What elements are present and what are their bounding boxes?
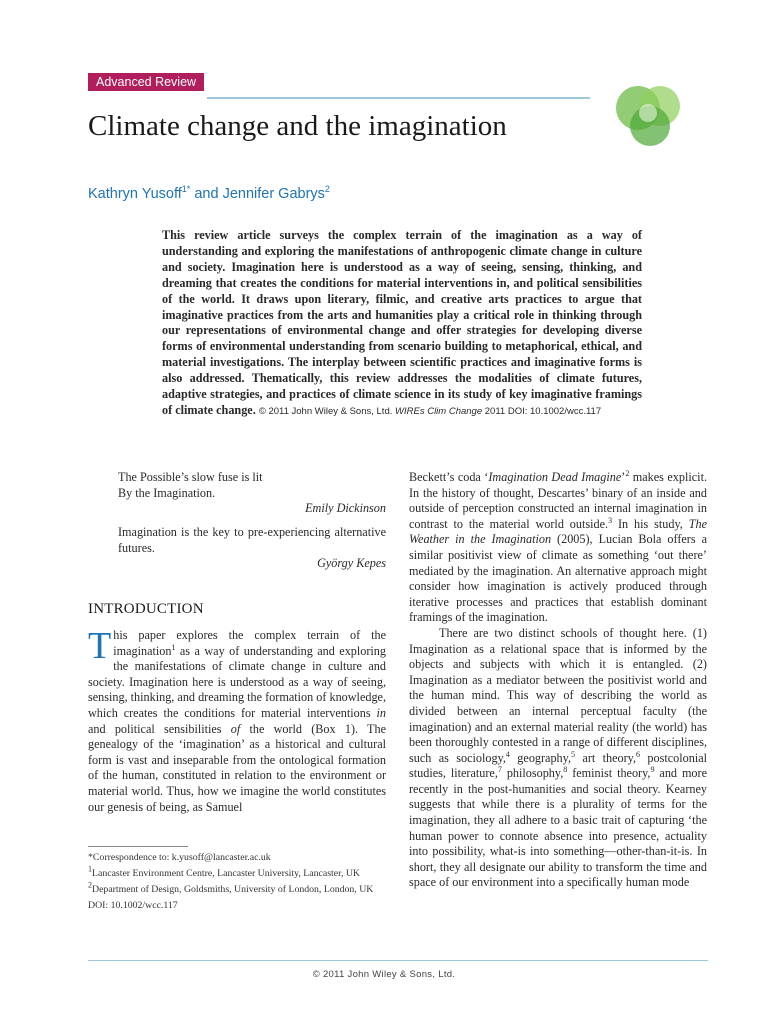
abstract-body: This review article surveys the complex terrain of the imagination as a way of understanding and exploring the manifestations of anthropogenic climate change in culture and society. Imagination here is understood as a way of seeing, sensing, thinking, and dreaming that creates the conditions for material interventions in, and political sensibilities of the world. It draws upon literary, filmic, and creative arts practices to argue that imaginative practices from the arts and humanities play a critical role in thinking through our representations of environmental change and offer strategies for developing diverse forms of environmental understanding from scenario building to metaphorical, ethical, and material investigations. The interplay between scientific practices and imaginative forms is also addressed. Thematically, this review addresses the modalities of climate futures, adaptive strategies, and practices of climate science in its study of key imaginative framings of climate change. xyxy=(162,228,642,417)
overlapping-circles-icon xyxy=(604,80,694,150)
epigraph-dickinson xyxy=(118,470,386,517)
citation-doi[interactable]: 2011 DOI: 10.1002/wcc.117 xyxy=(484,405,602,417)
affiliation-mark: 2 xyxy=(88,880,92,890)
section-badge: Advanced Review xyxy=(88,73,204,91)
abstract-citation xyxy=(259,406,601,417)
affiliation-1 xyxy=(88,864,386,880)
affiliation-text: Department of Design, Goldsmiths, University of London, London, UK xyxy=(92,884,374,895)
doi-note[interactable]: DOI: 10.1002/wcc.117 xyxy=(88,900,178,911)
footnote-ref[interactable]: 4 xyxy=(505,749,510,759)
article-title: Climate change and the imagination xyxy=(88,110,507,142)
intro-text: his paper explores the complex terrain of the imagination xyxy=(113,628,386,658)
citation-copyright: © 2011 John Wiley & Sons, Ltd. xyxy=(258,405,393,417)
affiliation-2 xyxy=(88,880,386,896)
affiliation-mark: 1 xyxy=(88,864,92,874)
header-rule xyxy=(207,97,590,99)
paragraph: Beckett’s coda ‘Imagination Dead Imagine’$^2$ makes explicit. In the history of thought, Descartes’ binary of an inside and outside of perception constructed an internal imagination in contrast to the material world outside.$^3$ In his study, The Weather in the Imagination (2005), Lucian Bola offers a similar positivist view of climate as something ‘out there’ mediated by the imagination. An alternative approach might consider how imagination is actively produced through iterative processes and practices that establish dominant framings of the imagination. xyxy=(409,468,708,625)
body-right-column xyxy=(409,470,707,891)
footnote-ref[interactable]: 9 xyxy=(650,765,655,775)
section-heading: INTRODUCTION xyxy=(88,601,204,617)
intro-emphasis: of xyxy=(230,721,241,736)
abstract xyxy=(162,228,642,420)
footnote-ref[interactable]: 6 xyxy=(636,749,641,759)
drop-cap: T xyxy=(88,625,112,667)
epigraph-line: The Possible’s slow fuse is lit xyxy=(118,470,263,484)
author-join: and xyxy=(190,186,223,202)
author-line xyxy=(88,186,330,202)
epigraph-author: György Kepes xyxy=(317,556,386,571)
affiliation-text: Lancaster Environment Centre, Lancaster University, Lancaster, UK xyxy=(92,868,361,879)
footnote-ref[interactable]: 8 xyxy=(563,765,568,775)
epigraph-text: Imagination is the key to pre-experiencing alternative futures. xyxy=(118,525,386,555)
footnotes xyxy=(88,852,386,912)
footnote-ref[interactable]: 3 xyxy=(608,515,613,525)
author-2[interactable]: Jennifer Gabrys xyxy=(222,186,325,202)
epigraph-author: Emily Dickinson xyxy=(305,501,386,516)
author-1-mark: 1* xyxy=(181,184,191,195)
page-footer: © 2011 John Wiley & Sons, Ltd. xyxy=(312,969,456,980)
footer-rule xyxy=(88,960,708,961)
author-2-mark: 2 xyxy=(324,184,330,195)
citation-journal: WIREs Clim Change xyxy=(395,405,483,417)
intro-text: as a way of understanding and exploring the manifestations of climate change in culture and society. Imagination here is understood as a way of seeing, sensing, thinking, and dreaming the formation of knowledge, which creates the conditions for material interventions xyxy=(88,643,386,720)
footnote-ref[interactable]: 7 xyxy=(497,765,502,775)
intro-emphasis: in xyxy=(376,705,386,720)
footnote-ref[interactable]: 2 xyxy=(625,468,630,478)
intro-text: the world (Box 1). The genealogy of the ‘imagination’ as a historical and cultural form is vast and inseparable from the ontological formation of the human, constituted in relation to the environment or material world. Thus, how we imagine the world constitutes our genesis of being, as Samuel xyxy=(88,721,386,814)
intro-paragraph xyxy=(88,625,386,815)
author-1[interactable]: Kathryn Yusoff xyxy=(88,186,182,202)
footnote-ref[interactable]: 1 xyxy=(171,642,176,652)
correspondence-note[interactable]: *Correspondence to: k.yusoff@lancaster.ac.uk xyxy=(88,852,271,863)
work-title: Imagination Dead Imagine xyxy=(488,470,622,484)
footnote-ref[interactable]: 5 xyxy=(571,749,576,759)
epigraph-line: By the Imagination. xyxy=(118,485,216,500)
footnote-rule xyxy=(88,846,188,847)
work-title: The Weather in the Imagination xyxy=(409,516,708,547)
intro-text: and political sensibilities xyxy=(88,721,231,736)
epigraph-kepes xyxy=(118,525,386,572)
paragraph: There are two distinct schools of thought here. (1) Imagination as a relational space that is informed by the objects and subjects with which it is entangled. (2) Imagination as a mediator between the positivist world and the human mind. This way of describing the world as divided between an internal perceptual faculty (the imagination) and an external material reality (the world) has been thoroughly contested in a range of different disciplines, such as sociology,$^4$ geography,$^5$ art theory,$^6$ postcolonial studies, literature,$^7$ philosophy,$^8$ feminist theory,$^9$ and more recently in the post-humanities and social theory. Kearney suggests that while there is a plurality of terms for the imagination, they all adhere to a basic trait of capturing ‘the human power to connote absence into presence, actuality into possibility, what-is into something—other-than-it-is. In short, they all designate our ability to transform the time and space of our environment into a specifically human mode xyxy=(409,625,708,890)
